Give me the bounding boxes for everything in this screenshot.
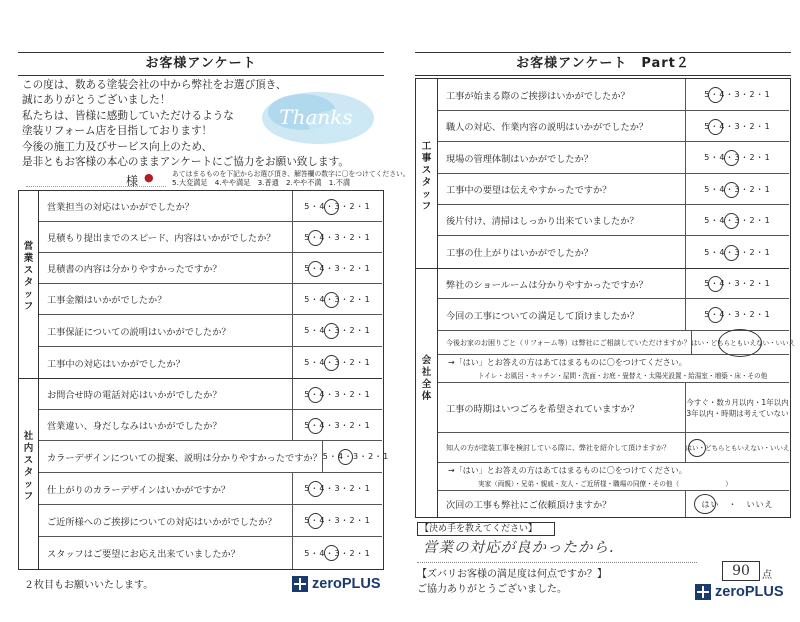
thanks-text: Thanks [279, 105, 353, 129]
rating-circle-mark [724, 245, 739, 261]
question-text: 工事の仕上がりはいかがでしたか？ [446, 248, 593, 259]
rating-scale[interactable] [292, 410, 382, 440]
rating-text: 5・4・3・2・1 [304, 420, 371, 430]
question-text: 次回の工事も弊社にご依頼頂けますか？ [446, 500, 612, 511]
followup-instruction: →「はい」とお答えの方はあてはまるものに〇をつけてください。 [448, 466, 687, 475]
rating-circle-mark [324, 199, 339, 215]
plus-logo-icon [695, 584, 711, 600]
logo-text: zeroPLUS [715, 584, 784, 600]
page-title: お客様アンケート Part２ [415, 52, 791, 76]
rating-text: 5・4・3・2・1 [704, 184, 771, 194]
survey-row [438, 299, 789, 331]
question-text: 今後お家のお困りごと（リフォーム等）は弊社にご相談していただけますか？ [446, 338, 691, 347]
rating-scale[interactable] [685, 174, 789, 204]
question-text: 現場の管理体制はいかがでしたか？ [446, 153, 593, 165]
survey-row [438, 236, 789, 269]
decision-label: 【決め手を教えてください】 [417, 522, 555, 536]
survey-row [438, 383, 789, 433]
answer-option-text: 5・4・3・2・1 [704, 310, 771, 319]
rating-text: 5・4・3・2・1 [704, 247, 771, 257]
answer-circle-mark [708, 307, 723, 323]
survey-row [438, 205, 789, 236]
survey-row [39, 284, 382, 315]
footer-note: ２枚目もお願いいたします。 [24, 580, 154, 591]
rating-text: 5・4・3・2・1 [704, 90, 771, 99]
survey-table-1 [18, 190, 390, 570]
answer-circle-mark [694, 494, 716, 514]
answer-circle-mark [718, 329, 762, 357]
sama-label: 様 [126, 174, 139, 188]
question-text: 工事が始まる際のご挨拶はいかがでしたか？ [446, 90, 630, 102]
answer-option-line: 今すぐ・数カ月以内・1年以内 [686, 397, 789, 407]
survey-row [438, 111, 789, 142]
question-text: 工事中の対応はいかがでしたか？ [47, 358, 185, 370]
group-construction-staff [416, 79, 438, 269]
rating-circle-mark [308, 230, 323, 246]
survey-row [39, 441, 390, 473]
satisfaction-score-box: 90 [722, 561, 760, 581]
answer-underline [417, 562, 697, 563]
rating-scale[interactable] [292, 284, 382, 314]
rating-text: 5・4・3・2・1 [304, 326, 371, 335]
group-label: 会 社 全 体 [421, 355, 432, 402]
company-logo [695, 584, 784, 600]
survey-row [39, 505, 382, 537]
question-text: 工事中の要望は伝えやすかったですか？ [446, 185, 612, 196]
followup-instruction: →「はい」とお答えの方はあてはまるものに〇をつけてください。 [448, 358, 687, 367]
logo-text: zeroPLUS [312, 576, 381, 592]
answer-option-line: 3年以内・時期は考えていない [686, 408, 789, 418]
rating-scale[interactable] [292, 505, 382, 536]
survey-row [39, 410, 382, 441]
legend-scale: 5.大変満足 4.やや満足 3.普通 2.やや不満 1.不満 [172, 178, 351, 187]
rating-scale[interactable] [292, 315, 382, 346]
group-company-overall [416, 269, 438, 517]
survey-row [39, 537, 382, 569]
rating-circle-mark [324, 292, 339, 308]
question-text: 知人の方が塗装工事を検討している際に、弊社を紹介して頂けますか？ [446, 443, 670, 452]
survey-page-2 [405, 0, 795, 622]
question-text: 工事の時期はいつごろを希望されていますか？ [446, 403, 639, 415]
thanks-line: ご協力ありがとうございました。 [417, 584, 567, 595]
group-label: 工 事 ス タ ッ フ [421, 141, 432, 212]
company-logo [292, 576, 381, 592]
followup-options [438, 355, 789, 383]
answer-options[interactable] [685, 383, 789, 432]
rating-circle-mark [308, 261, 323, 277]
question-text: ご近所様へのご挨拶についての対応はいかがでしたか？ [47, 516, 277, 528]
answer-options[interactable] [685, 269, 789, 298]
question-text: 仕上がりのカラーデザインはいかがですか？ [47, 484, 231, 496]
answer-options[interactable] [685, 491, 789, 517]
survey-row [39, 347, 382, 379]
rating-text: 5・4・3・2・1 [304, 358, 371, 367]
question-text: 営業担当の対応はいかがでしたか？ [47, 202, 194, 213]
survey-row [438, 142, 789, 174]
rating-text: 5・4・3・2・1 [704, 121, 771, 131]
rating-circle-mark [308, 418, 323, 434]
group-label: 社 内 ス タ ッ フ [23, 431, 34, 502]
question-text: カラーデザインについての提案、説明は分かりやすかったですか？ [47, 452, 322, 464]
question-text: 工事保証についての説明はいかがでしたか？ [47, 326, 231, 338]
rating-scale[interactable] [685, 142, 789, 173]
question-text: 今回の工事についての満足して頂けましたか？ [446, 310, 639, 322]
rating-circle-mark [724, 182, 739, 198]
rating-circle-mark [708, 87, 723, 103]
question-text: 営業違い、身だしなみはいかがでしたか？ [47, 421, 222, 432]
customer-name-block [26, 168, 410, 190]
rating-circle-mark [724, 213, 739, 229]
question-text: 弊社のショールームは分かりやすかったですか？ [446, 279, 648, 291]
survey-table-2 [415, 78, 796, 518]
rating-circle-mark [708, 119, 723, 135]
satisfaction-label: 【ズバリお客様の満足度は何点ですか？】 [417, 569, 607, 580]
survey-row [438, 331, 796, 355]
name-underline [26, 186, 166, 187]
question-text: スタッフはご要望にお応え出来ていましたか？ [47, 549, 240, 560]
intro-line: 是非ともお客様の本心のままアンケートにご協力をお願い致します。 [22, 156, 349, 169]
page-title: お客様アンケート [18, 52, 384, 76]
rating-text: 5・4・3・2・1 [304, 389, 371, 399]
answer-option-text: はい ・ いいえ [701, 499, 774, 509]
rating-scale[interactable] [292, 191, 382, 221]
survey-row [438, 79, 789, 111]
rating-scale[interactable] [292, 253, 382, 283]
rating-text: 5・4・3・2・1 [304, 484, 371, 493]
intro-line: 私たちは、皆様に感動していただけるような [22, 109, 234, 122]
rating-text: 5・4・3・2・1 [704, 215, 771, 225]
survey-row [438, 491, 789, 517]
satisfaction-unit: 点 [762, 570, 772, 581]
rating-text: 5・4・3・2・1 [304, 516, 371, 525]
survey-row [39, 315, 382, 347]
answer-option-text: 5・4・3・2・1 [704, 279, 771, 288]
rating-text: 5・4・3・2・1 [322, 452, 390, 461]
rating-scale[interactable] [685, 205, 789, 235]
rating-circle-mark [324, 545, 339, 561]
legend-instruction: あてはまるものを下記からお選び頂き、解答欄の数字に〇をつけてください。 [172, 170, 410, 178]
survey-row [39, 379, 382, 410]
rating-text: 5・4・3・2・1 [304, 201, 371, 211]
followup-choices[interactable]: トイレ・お風呂・キッチン・屋間・洗面・お庭・畳替え・太陽光設置・給湯室・増築・床・その他 [478, 372, 768, 380]
intro-line: 今後の施工力及びサービス向上のため、 [22, 140, 213, 153]
rating-scale[interactable] [292, 473, 382, 504]
rating-circle-mark [324, 355, 339, 371]
intro-line: 塗装リフォーム店を目指しております！ [22, 125, 213, 138]
rating-scale[interactable] [685, 79, 789, 110]
rating-scale[interactable] [322, 441, 389, 472]
group-office-staff [19, 379, 39, 569]
rating-text: 5・4・3・2・1 [704, 153, 771, 162]
rating-circle-mark [308, 481, 323, 497]
group-sales-staff [19, 191, 39, 379]
rating-scale[interactable] [292, 379, 382, 409]
question-text: お問合せ時の電話対応はいかがでしたか？ [47, 390, 222, 401]
rating-circle-mark [724, 150, 739, 166]
survey-row [39, 222, 382, 253]
answer-options[interactable] [685, 299, 789, 330]
group-label: 営 業 ス タ ッ フ [23, 241, 34, 312]
answer-options[interactable] [685, 433, 789, 462]
intro-line: この度は、数ある塗装会社の中から弊社をお選び頂き、 [22, 79, 287, 91]
survey-row [438, 269, 789, 299]
answer-option-text: はい・どちらともいえない・いいえ [691, 339, 796, 347]
rating-text: 5・4・3・2・1 [304, 232, 371, 242]
question-text: 職人の対応、作業内容の説明はいかがでしたか？ [446, 122, 649, 133]
survey-row [39, 191, 382, 222]
rating-scale[interactable] [292, 537, 382, 569]
survey-row [438, 174, 789, 205]
rating-circle-mark [338, 449, 353, 465]
answer-circle-mark [688, 439, 706, 457]
rating-text: 5・4・3・2・1 [304, 548, 371, 558]
rating-scale[interactable] [292, 347, 382, 378]
answer-options[interactable] [691, 331, 795, 354]
survey-row [39, 253, 382, 284]
rating-text: 5・4・3・2・1 [304, 263, 371, 273]
rating-scale[interactable] [685, 111, 789, 141]
followup-options [438, 463, 789, 491]
decision-answer: 営業の対応が良かったから. [423, 540, 615, 556]
stamp-icon: ● [144, 171, 154, 184]
question-text: 工事金額はいかがでしたか？ [47, 295, 167, 306]
survey-row [438, 433, 789, 463]
rating-text: 5・4・3・2・1 [304, 294, 371, 304]
rating-circle-mark [324, 323, 339, 339]
rating-scale[interactable] [685, 236, 789, 268]
followup-choices[interactable]: 実家（両親）・兄弟・親戚・友人・ご近所様・職場の同僚・その他（ ） [478, 480, 732, 488]
rating-scale[interactable] [292, 222, 382, 252]
answer-option-text: はい・どちらともいえない・いいえ [685, 444, 790, 452]
thanks-watercolor-graphic [258, 88, 376, 148]
plus-logo-icon [292, 576, 308, 592]
question-text: 後片付け、清掃はしっかり出来ていましたか？ [446, 216, 639, 227]
question-text: 見積もり提出までのスピード、内容はいかがでしたか？ [47, 233, 276, 244]
rating-circle-mark [308, 513, 323, 529]
rating-circle-mark [308, 387, 323, 403]
answer-circle-mark [708, 276, 723, 292]
survey-row [39, 473, 382, 505]
intro-line: 誠にありがとうございました！ [22, 94, 171, 107]
question-text: 見積書の内容は分かりやすかったですか？ [47, 264, 222, 275]
